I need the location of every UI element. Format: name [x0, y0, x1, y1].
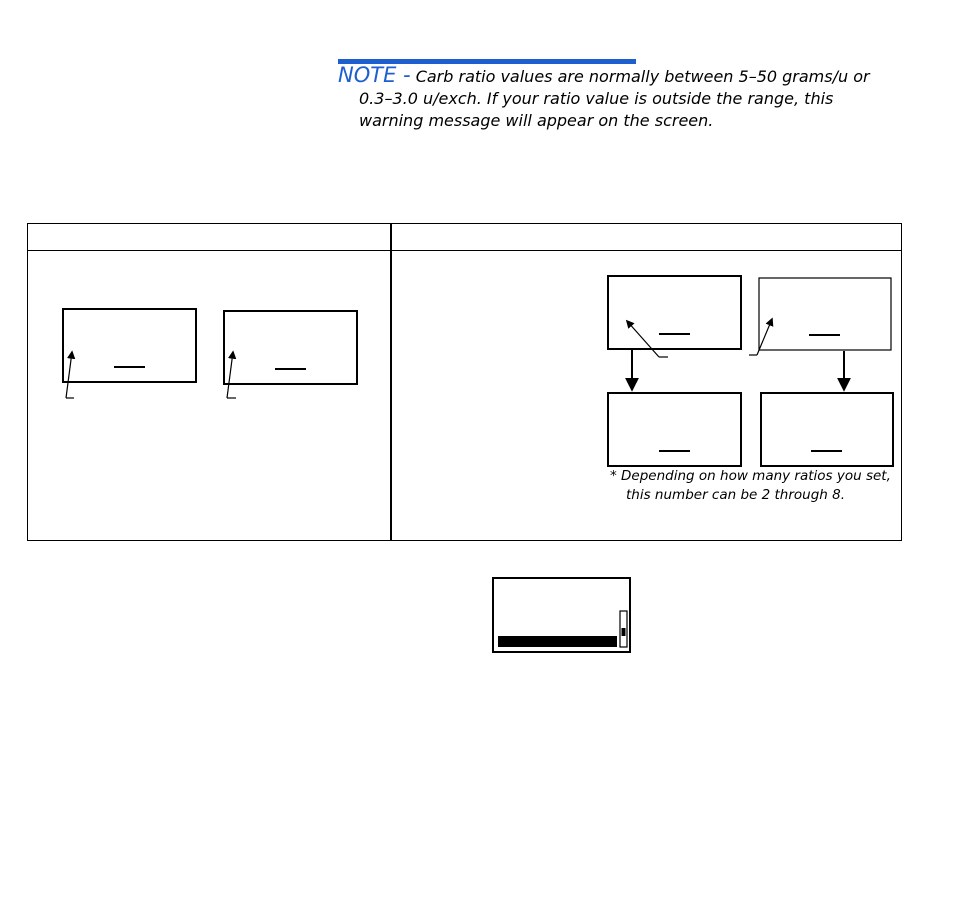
footnote-line-2: this number can be 2 through 8.: [626, 487, 846, 503]
left-screen-2: [224, 311, 357, 384]
note-label: NOTE -: [338, 63, 411, 87]
right-screen-top-right: [759, 278, 891, 350]
note-text-1: Carb ratio values are normally between 5–50 grams/u or: [415, 67, 870, 86]
warning-screen: [493, 578, 630, 652]
left-screen-2-pointer: [227, 352, 236, 398]
warning-screen-highlight-bar: [498, 636, 617, 647]
footnote-line-1: * Depending on how many ratios you set,: [610, 468, 891, 484]
right-screen-bottom-left: [608, 393, 741, 466]
footnote: [610, 467, 891, 505]
right-screen-top-left: [608, 276, 741, 349]
left-screen-1-pointer: [66, 352, 74, 398]
note-line-3: warning message will appear on the screen.: [359, 111, 714, 130]
warning-screen-scroll-thumb: [622, 628, 626, 636]
right-screen-top-left-pointer: [627, 321, 668, 357]
note-line-2: 0.3–3.0 u/exch. If your ratio value is outside the range, this: [359, 89, 834, 108]
left-screen-1: [63, 309, 196, 382]
right-screen-bottom-right: [761, 393, 893, 466]
